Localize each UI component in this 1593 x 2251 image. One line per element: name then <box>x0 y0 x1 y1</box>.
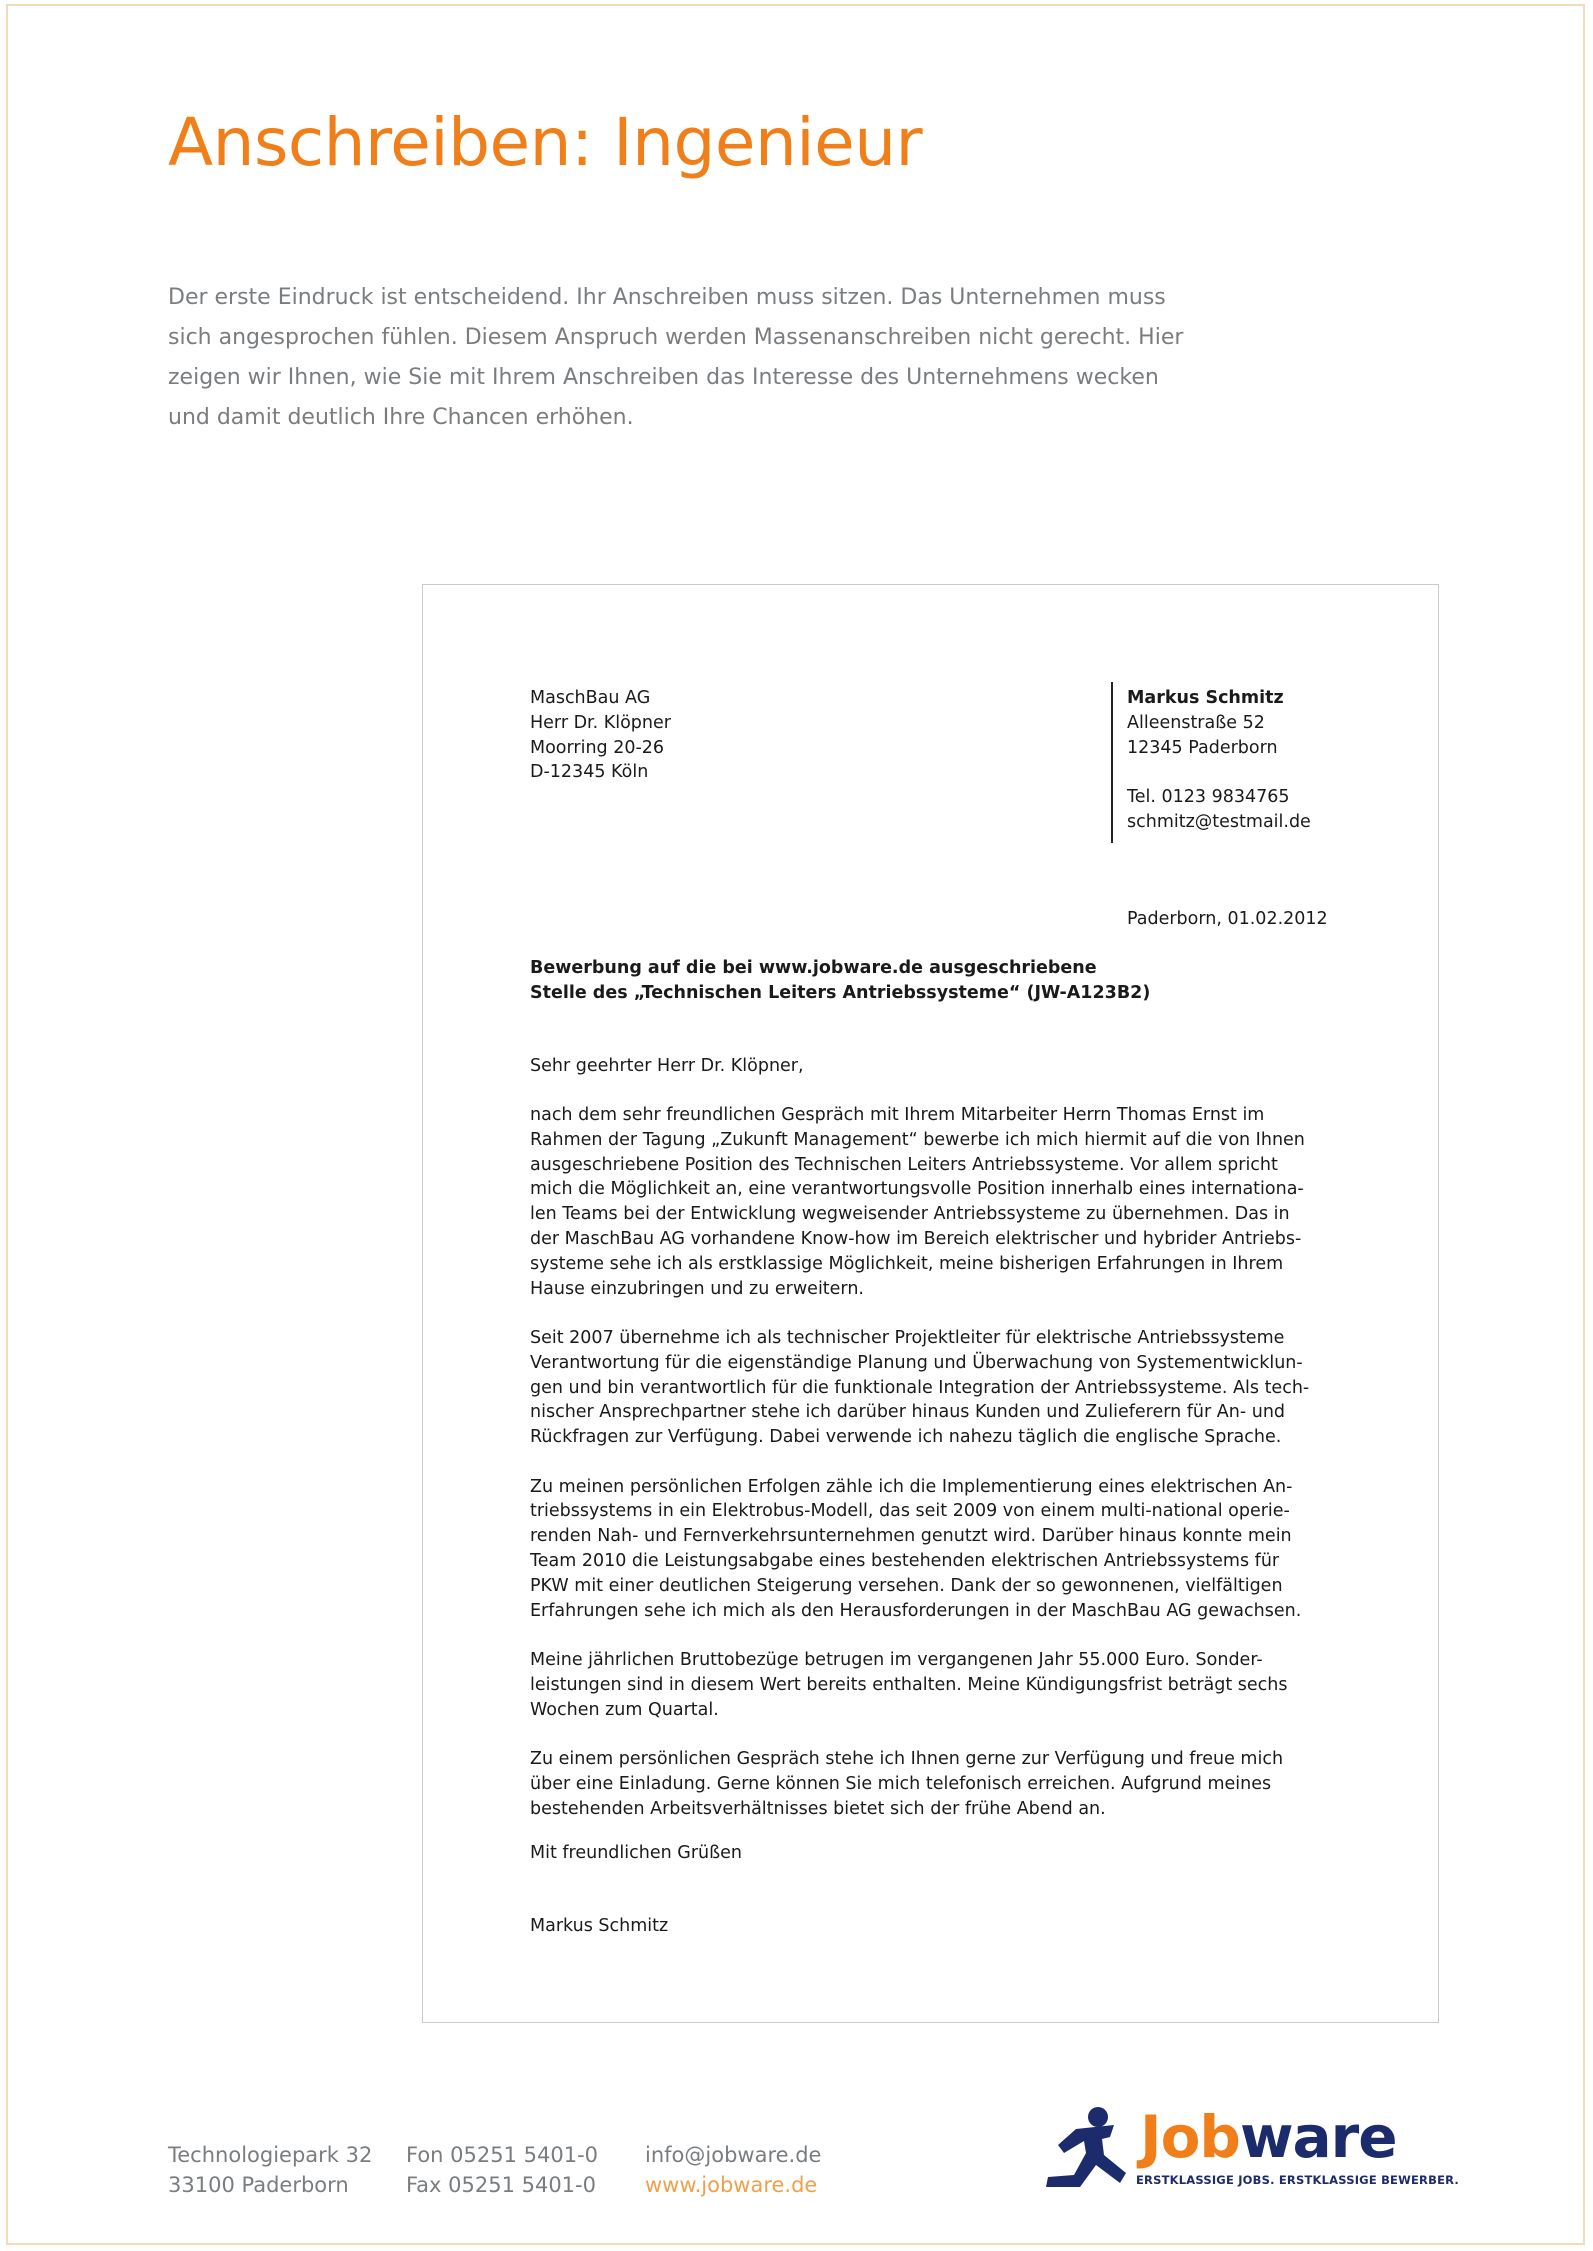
footer-street: Technologiepark 32 <box>168 2143 373 2167</box>
recipient-address <box>530 686 671 785</box>
intro-line: Der erste Eindruck ist entscheidend. Ihr Anschreiben muss sitzen. Das Unternehmen muss <box>168 285 1166 310</box>
body-line: PKW mit einer deutlichen Steigerung versehen. Dank der so gewonnenen, vielfältigen <box>530 1575 1283 1596</box>
body-line: renden Nah- und Fernverkehrsunternehmen genutzt wird. Darüber hinaus konnte mein <box>530 1526 1292 1547</box>
subject-line: Stelle des „Technischen Leiters Antriebssysteme“ (JW-A123B2) <box>530 982 1151 1003</box>
intro-line: und damit deutlich Ihre Chancen erhöhen. <box>168 405 634 430</box>
running-figure-icon <box>1040 2103 1150 2195</box>
footer-phone: Fon 05251 5401-0 <box>406 2143 599 2167</box>
body-line: gen und bin verantwortlich für die funktionale Integration der Antriebssysteme. Als tech- <box>530 1377 1310 1398</box>
sender-city: 12345 Paderborn <box>1127 737 1278 758</box>
sender-name: Markus Schmitz <box>1127 688 1284 708</box>
body-line: len Teams bei der Entwicklung wegweisender Antriebssysteme zu übernehmen. Das in <box>530 1204 1290 1225</box>
body-line: Zu einem persönlichen Gespräch stehe ich Ihnen gerne zur Verfügung und freue mich <box>530 1748 1284 1769</box>
footer-address <box>168 2140 372 2200</box>
letter-paragraph <box>530 1475 1320 1624</box>
sender-email: schmitz@testmail.de <box>1127 811 1311 832</box>
letter-signature: Markus Schmitz <box>530 1916 669 1936</box>
letter-closing: Mit freundlichen Grüßen <box>530 1843 742 1863</box>
letter-body <box>530 1103 1320 1846</box>
letter-paragraph <box>530 1747 1320 1821</box>
body-line: systeme sehe ich als erstklassige Möglichkeit, meine bisherigen Erfahrungen in Ihrem <box>530 1253 1284 1274</box>
body-line: Hause einzubringen und zu erweitern. <box>530 1278 864 1299</box>
body-line: der MaschBau AG vorhandene Know-how im Bereich elektrischer und hybrider Antriebs- <box>530 1228 1302 1249</box>
page-title: Anschreiben: Ingenieur <box>168 104 923 181</box>
letter-paragraph <box>530 1326 1320 1450</box>
footer-city: 33100 Paderborn <box>168 2173 349 2197</box>
recipient-line: MaschBau AG <box>530 688 651 708</box>
footer-web-link[interactable]: www.jobware.de <box>645 2173 818 2197</box>
body-line: Erfahrungen sehe ich mich als den Herausforderungen in der MaschBau AG gewachsen. <box>530 1600 1302 1621</box>
logo-tagline: ERSTKLASSIGE JOBS. ERSTKLASSIGE BEWERBER. <box>1136 2173 1459 2187</box>
logo-word-job: Job <box>1140 2103 1240 2171</box>
body-line: bestehenden Arbeitsverhältnisses bietet sich der frühe Abend an. <box>530 1798 1106 1819</box>
letter-paragraph <box>530 1648 1320 1722</box>
recipient-line: D-12345 Köln <box>530 762 649 783</box>
recipient-line: Moorring 20-26 <box>530 737 665 758</box>
intro-line: zeigen wir Ihnen, wie Sie mit Ihrem Anschreiben das Interesse des Unternehmens wecken <box>168 365 1159 390</box>
body-line: Rahmen der Tagung „Zukunft Management“ bewerbe ich mich hiermit auf die von Ihnen <box>530 1129 1305 1150</box>
jobware-logo <box>1040 2103 1459 2199</box>
logo-wordmark <box>1140 2103 1397 2171</box>
body-line: ausgeschriebene Position des Technischen Leiters Antriebssysteme. Vor allem spricht <box>530 1154 1278 1175</box>
sender-address <box>1127 686 1311 835</box>
logo-word-ware: ware <box>1239 2103 1397 2171</box>
sender-street: Alleenstraße 52 <box>1127 712 1265 733</box>
recipient-line: Herr Dr. Klöpner <box>530 712 671 733</box>
body-line: triebssystems in ein Elektrobus-Modell, das seit 2009 von einem multi-national operie- <box>530 1501 1290 1522</box>
body-line: mich die Möglichkeit an, eine verantwortungsvolle Position innerhalb eines internationa- <box>530 1179 1304 1200</box>
letter-salutation: Sehr geehrter Herr Dr. Klöpner, <box>530 1056 804 1076</box>
intro-text <box>168 278 1184 438</box>
body-line: über eine Einladung. Gerne können Sie mich telefonisch erreichen. Aufgrund meines <box>530 1773 1272 1794</box>
letter-sample <box>422 584 1439 2023</box>
letter-paragraph <box>530 1103 1320 1301</box>
footer-phones <box>406 2140 598 2200</box>
body-line: Rückfragen zur Verfügung. Dabei verwende ich nahezu täglich die englische Sprache. <box>530 1427 1282 1448</box>
body-line: Zu meinen persönlichen Erfolgen zähle ich die Implementierung eines elektrischen An- <box>530 1476 1293 1497</box>
footer-contact <box>645 2140 821 2200</box>
body-line: nach dem sehr freundlichen Gespräch mit Ihrem Mitarbeiter Herrn Thomas Ernst im <box>530 1105 1265 1125</box>
body-line: Meine jährlichen Bruttobezüge betrugen im vergangenen Jahr 55.000 Euro. Sonder- <box>530 1649 1263 1670</box>
body-line: Wochen zum Quartal. <box>530 1699 719 1720</box>
body-line: nischer Ansprechpartner stehe ich darüber hinaus Kunden und Zulieferern für An- und <box>530 1402 1286 1423</box>
sender-divider <box>1111 682 1113 843</box>
footer-email-link[interactable]: info@jobware.de <box>645 2143 822 2167</box>
footer-fax: Fax 05251 5401-0 <box>406 2173 596 2197</box>
body-line: Verantwortung für die eigenständige Planung und Überwachung von Systementwicklun- <box>530 1352 1303 1373</box>
letter-date: Paderborn, 01.02.2012 <box>1127 909 1328 929</box>
sender-phone: Tel. 0123 9834765 <box>1127 787 1290 808</box>
subject-line: Bewerbung auf die bei www.jobware.de ausgeschriebene <box>530 958 1097 978</box>
body-line: Seit 2007 übernehme ich als technischer Projektleiter für elektrische Antriebssysteme <box>530 1327 1285 1348</box>
letter-subject <box>530 956 1150 1006</box>
body-line: Team 2010 die Leistungsabgabe eines bestehenden elektrischen Antriebssystems für <box>530 1550 1280 1571</box>
intro-line: sich angesprochen fühlen. Diesem Anspruch werden Massenanschreiben nicht gerecht. Hier <box>168 325 1184 350</box>
body-line: leistungen sind in diesem Wert bereits enthalten. Meine Kündigungsfrist beträgt sechs <box>530 1674 1288 1695</box>
